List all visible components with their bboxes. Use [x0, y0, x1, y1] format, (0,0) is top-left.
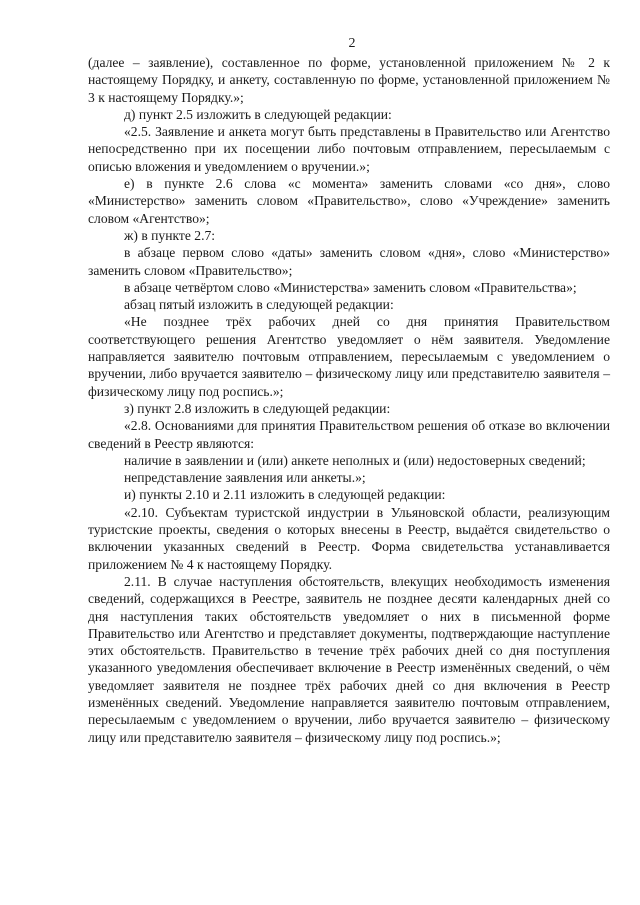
paragraph-item-e: е) в пункте 2.6 слова «с момента» заменить словами «со дня», слово «Министерство» заменить словом «Правительство», слово «Учреждение» заменить словом «Агентство»;: [88, 176, 610, 226]
paragraph-notification: «Не позднее трёх рабочих дней со дня принятия Правительством соответствующего решения Агентство уведомляет о нём заявителя. Уведомление направляется заявителю почтовым отправлением, пересылаемым с уведомлением о вручении, либо вручается заявителю – физическому лицу или представителю заявителя – физическому лицу под роспись.»;: [88, 314, 610, 399]
paragraph-2-8: «2.8. Основаниями для принятия Правительством решения об отказе во включении сведений в Реестр являются:: [88, 418, 610, 451]
paragraph-first-abzac: в абзаце первом слово «даты» заменить словом «дня», слово «Министерство» заменить словом «Правительство»;: [88, 245, 610, 278]
paragraph-item-z: з) пункт 2.8 изложить в следующей редакции:: [124, 400, 391, 416]
paragraph-incomplete-info: наличие в заявлении и (или) анкете неполных и (или) недостоверных сведений;: [124, 452, 586, 468]
paragraph-fifth-abzac: абзац пятый изложить в следующей редакции:: [124, 297, 394, 313]
paragraph-2-10: «2.10. Субъектам туристской индустрии в Ульяновской области, реализующим туристские проекты, сведения о которых внесены в Реестр, выдаётся свидетельство о включении указанных сведений в Реестр. Форма свидетельства устанавливается приложением № 4 к настоящему Порядку.: [88, 504, 610, 572]
paragraph-non-submission: непредставление заявления или анкеты.»;: [124, 470, 366, 486]
page-number: 2: [348, 36, 356, 51]
paragraph-item-d: д) пункт 2.5 изложить в следующей редакции:: [124, 106, 392, 122]
paragraph-item-zh: ж) в пункте 2.7:: [124, 227, 216, 243]
paragraph-intro: (далее – заявление), составленное по форме, установленной приложением № 2 к настоящему Порядку, и анкету, составленную по форме, установленной приложением № 3 к настоящему Порядку.»;: [88, 55, 610, 105]
paragraph-item-i: и) пункты 2.10 и 2.11 изложить в следующей редакции:: [124, 487, 446, 503]
paragraph-2-5: «2.5. Заявление и анкета могут быть представлены в Правительство или Агентство непосредственно при их посещении либо почтовым отправлением, пересылаемым с описью вложения и уведомлением о вручении.»;: [88, 124, 610, 174]
paragraph-fourth-abzac: в абзаце четвёртом слово «Министерства» заменить словом «Правительства»;: [124, 279, 577, 295]
paragraph-2-11: 2.11. В случае наступления обстоятельств, влекущих необходимость изменения сведений, содержащихся в Реестре, заявитель не позднее десяти календарных дней со дня наступления таких обстоятельств уведомляет о них в письменной форме Правительство или Агентство и представляет документы, подтверждающие наступление этих обстоятельств. Правительство в течение трёх рабочих дней со дня поступления указанного уведомления обеспечивает включение в Реестр изменённых сведений, о чём уведомляет заявителя не позднее трёх рабочих дней со дня включения в Реестр изменённых сведений. Уведомление направляется заявителю почтовым отправлением, пересылаемым с уведомлением о вручении, либо вручается заявителю – физическому лицу или представителю заявителя – физическому лицу под роспись.»;: [88, 573, 610, 745]
